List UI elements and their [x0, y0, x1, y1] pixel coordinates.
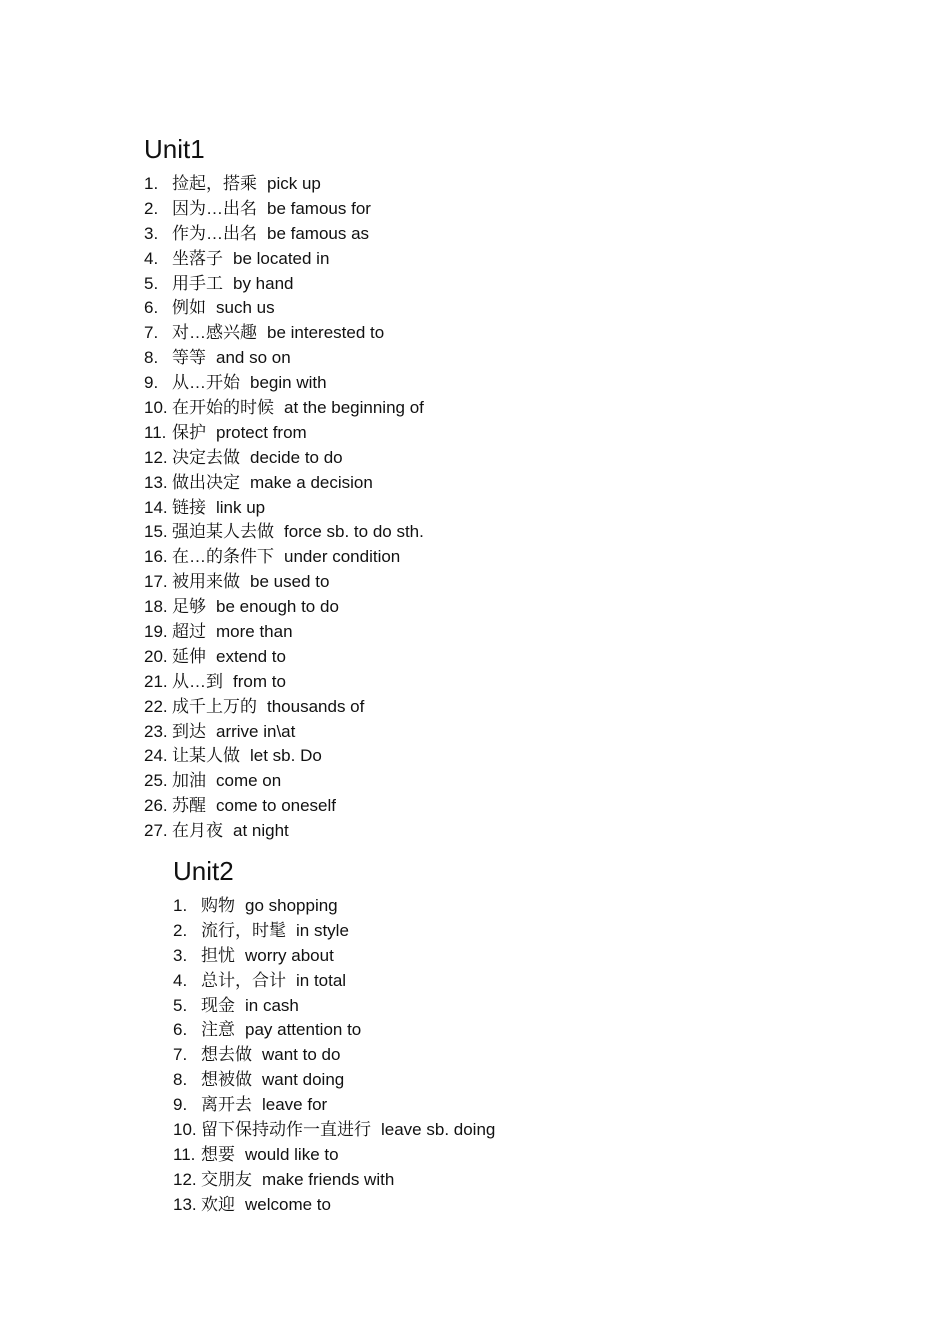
item-number: 10. [173, 1120, 197, 1140]
list-item [173, 1193, 495, 1218]
list-item [173, 1143, 495, 1168]
item-number: 13. [173, 1194, 197, 1214]
list-item [144, 695, 424, 720]
item-number: 8. [144, 348, 159, 368]
english-phrase: want doing [262, 1070, 345, 1090]
item-number: 5. [173, 995, 188, 1015]
item-number: 6. [144, 298, 159, 318]
english-phrase: pay attention to [245, 1020, 362, 1040]
chinese-term: 留下保持动作一直进行 [201, 1120, 371, 1140]
list-item [144, 197, 424, 222]
english-phrase: by hand [233, 273, 294, 293]
english-phrase: thousands of [267, 696, 365, 716]
list-item [144, 396, 424, 421]
item-number: 16. [144, 547, 168, 567]
item-number: 11. [144, 422, 167, 442]
list-item [144, 520, 424, 545]
english-phrase: leave sb. doing [381, 1120, 496, 1140]
english-phrase: protect from [216, 422, 307, 442]
list-item [173, 1043, 495, 1068]
item-number: 12. [144, 447, 168, 467]
english-phrase: be famous as [267, 223, 370, 243]
chinese-term: 让某人做 [172, 746, 240, 766]
english-phrase: come on [216, 771, 282, 791]
chinese-term: 等等 [172, 348, 206, 368]
list-item [144, 819, 424, 844]
english-phrase: make friends with [262, 1169, 395, 1189]
item-number: 21. [144, 671, 168, 691]
english-phrase: welcome to [245, 1194, 331, 1214]
item-number: 20. [144, 646, 168, 666]
list-item [144, 620, 424, 645]
vocab-list [173, 894, 495, 1218]
item-number: 13. [144, 472, 168, 492]
chinese-term: 担忧 [201, 945, 235, 965]
english-phrase: at night [233, 821, 289, 841]
item-number: 18. [144, 597, 168, 617]
chinese-term: 链接 [172, 497, 206, 517]
english-phrase: would like to [245, 1144, 339, 1164]
item-number: 25. [144, 771, 168, 791]
english-phrase: be enough to do [216, 597, 339, 617]
unit2-section [173, 854, 495, 1218]
chinese-term: 在月夜 [172, 821, 223, 841]
item-number: 12. [173, 1169, 197, 1189]
english-phrase: force sb. to do sth. [284, 522, 424, 542]
list-item [144, 645, 424, 670]
chinese-term: 加油 [172, 771, 206, 791]
english-phrase: such us [216, 298, 275, 318]
item-number: 23. [144, 721, 168, 741]
list-item [144, 172, 424, 197]
english-phrase: be used to [250, 572, 330, 592]
english-phrase: in cash [245, 995, 299, 1015]
chinese-term: 保护 [172, 422, 206, 442]
chinese-term: 流行，时髦 [201, 920, 286, 940]
item-number: 26. [144, 796, 168, 816]
english-phrase: more than [216, 622, 293, 642]
chinese-term: 注意 [201, 1020, 235, 1040]
list-item [173, 1168, 495, 1193]
chinese-term: 被用来做 [172, 572, 240, 592]
item-number: 1. [173, 896, 188, 915]
item-number: 24. [144, 746, 168, 766]
list-item [144, 371, 424, 396]
item-number: 17. [144, 572, 168, 592]
english-phrase: be interested to [267, 323, 385, 343]
chinese-term: 到达 [172, 721, 206, 741]
item-number: 5. [144, 273, 159, 293]
chinese-term: 苏醒 [172, 796, 206, 816]
english-phrase: arrive in\at [216, 721, 296, 741]
list-item [173, 1118, 495, 1143]
chinese-term: 作为…出名 [172, 223, 257, 243]
list-item [144, 794, 424, 819]
item-number: 7. [173, 1045, 188, 1065]
english-phrase: go shopping [245, 896, 338, 915]
english-phrase: leave for [262, 1095, 328, 1115]
list-item [144, 296, 424, 321]
english-phrase: make a decision [250, 472, 373, 492]
item-number: 27. [144, 821, 168, 841]
chinese-term: 购物 [201, 896, 235, 915]
item-number: 10. [144, 398, 168, 418]
english-phrase: at the beginning of [284, 398, 424, 418]
list-item [173, 894, 495, 919]
item-number: 14. [144, 497, 168, 517]
list-item [144, 769, 424, 794]
chinese-term: 延伸 [172, 646, 206, 666]
chinese-term: 现金 [201, 995, 235, 1015]
chinese-term: 想要 [201, 1144, 235, 1164]
chinese-term: 交朋友 [201, 1169, 252, 1189]
english-phrase: extend to [216, 646, 286, 666]
english-phrase: pick up [267, 174, 321, 193]
chinese-term: 在…的条件下 [172, 547, 274, 567]
item-number: 4. [144, 248, 159, 268]
list-item [144, 744, 424, 769]
item-number: 3. [144, 223, 159, 243]
chinese-term: 捡起，搭乘 [172, 174, 257, 193]
english-phrase: in total [296, 970, 347, 990]
item-number: 7. [144, 323, 159, 343]
english-phrase: and so on [216, 348, 291, 368]
list-item [144, 222, 424, 247]
list-item [173, 1018, 495, 1043]
list-item [144, 321, 424, 346]
chinese-term: 做出决定 [172, 472, 240, 492]
list-item [144, 471, 424, 496]
item-number: 11. [173, 1144, 196, 1164]
english-phrase: worry about [245, 945, 334, 965]
item-number: 4. [173, 970, 188, 990]
english-phrase: decide to do [250, 447, 343, 467]
chinese-term: 强迫某人去做 [172, 522, 274, 542]
chinese-term: 例如 [172, 298, 206, 318]
chinese-term: 想被做 [201, 1070, 252, 1090]
item-number: 9. [173, 1095, 188, 1115]
item-number: 2. [144, 198, 159, 218]
list-item [144, 720, 424, 745]
english-phrase: be located in [233, 248, 330, 268]
list-item [144, 570, 424, 595]
item-number: 3. [173, 945, 188, 965]
unit1-section [144, 132, 424, 844]
unit-title: Unit2 [173, 856, 234, 886]
english-phrase: let sb. Do [250, 746, 322, 766]
list-item [144, 247, 424, 272]
list-item [144, 421, 424, 446]
list-item [144, 446, 424, 471]
chinese-term: 从…到 [172, 671, 223, 691]
list-item [144, 272, 424, 297]
english-phrase: begin with [250, 373, 327, 393]
list-item [173, 1068, 495, 1093]
chinese-term: 因为…出名 [172, 198, 257, 218]
english-phrase: in style [296, 920, 349, 940]
chinese-term: 在开始的时候 [172, 398, 274, 418]
list-item [144, 496, 424, 521]
english-phrase: under condition [284, 547, 401, 567]
english-phrase: be famous for [267, 198, 371, 218]
chinese-term: 从…开始 [172, 373, 240, 393]
list-item [144, 670, 424, 695]
list-item [144, 595, 424, 620]
list-item [173, 1093, 495, 1118]
item-number: 1. [144, 174, 159, 193]
item-number: 8. [173, 1070, 188, 1090]
item-number: 22. [144, 696, 168, 716]
unit-title: Unit1 [144, 134, 205, 164]
english-phrase: want to do [262, 1045, 341, 1065]
chinese-term: 决定去做 [172, 447, 240, 467]
item-number: 2. [173, 920, 188, 940]
list-item [173, 944, 495, 969]
list-item [144, 545, 424, 570]
english-phrase: link up [216, 497, 266, 517]
chinese-term: 用手工 [172, 273, 223, 293]
list-item [173, 994, 495, 1019]
list-item [173, 969, 495, 994]
item-number: 6. [173, 1020, 188, 1040]
list-item [144, 346, 424, 371]
chinese-term: 足够 [172, 597, 206, 617]
chinese-term: 欢迎 [201, 1194, 235, 1214]
item-number: 15. [144, 522, 168, 542]
chinese-term: 成千上万的 [172, 696, 257, 716]
english-phrase: come to oneself [216, 796, 337, 816]
chinese-term: 超过 [172, 622, 206, 642]
chinese-term: 总计，合计 [201, 970, 286, 990]
chinese-term: 想去做 [201, 1045, 252, 1065]
english-phrase: from to [233, 671, 286, 691]
chinese-term: 坐落子 [172, 248, 223, 268]
chinese-term: 对…感兴趣 [172, 323, 257, 343]
list-item [173, 919, 495, 944]
chinese-term: 离开去 [201, 1095, 252, 1115]
item-number: 9. [144, 373, 159, 393]
item-number: 19. [144, 622, 168, 642]
vocab-list [144, 172, 424, 844]
